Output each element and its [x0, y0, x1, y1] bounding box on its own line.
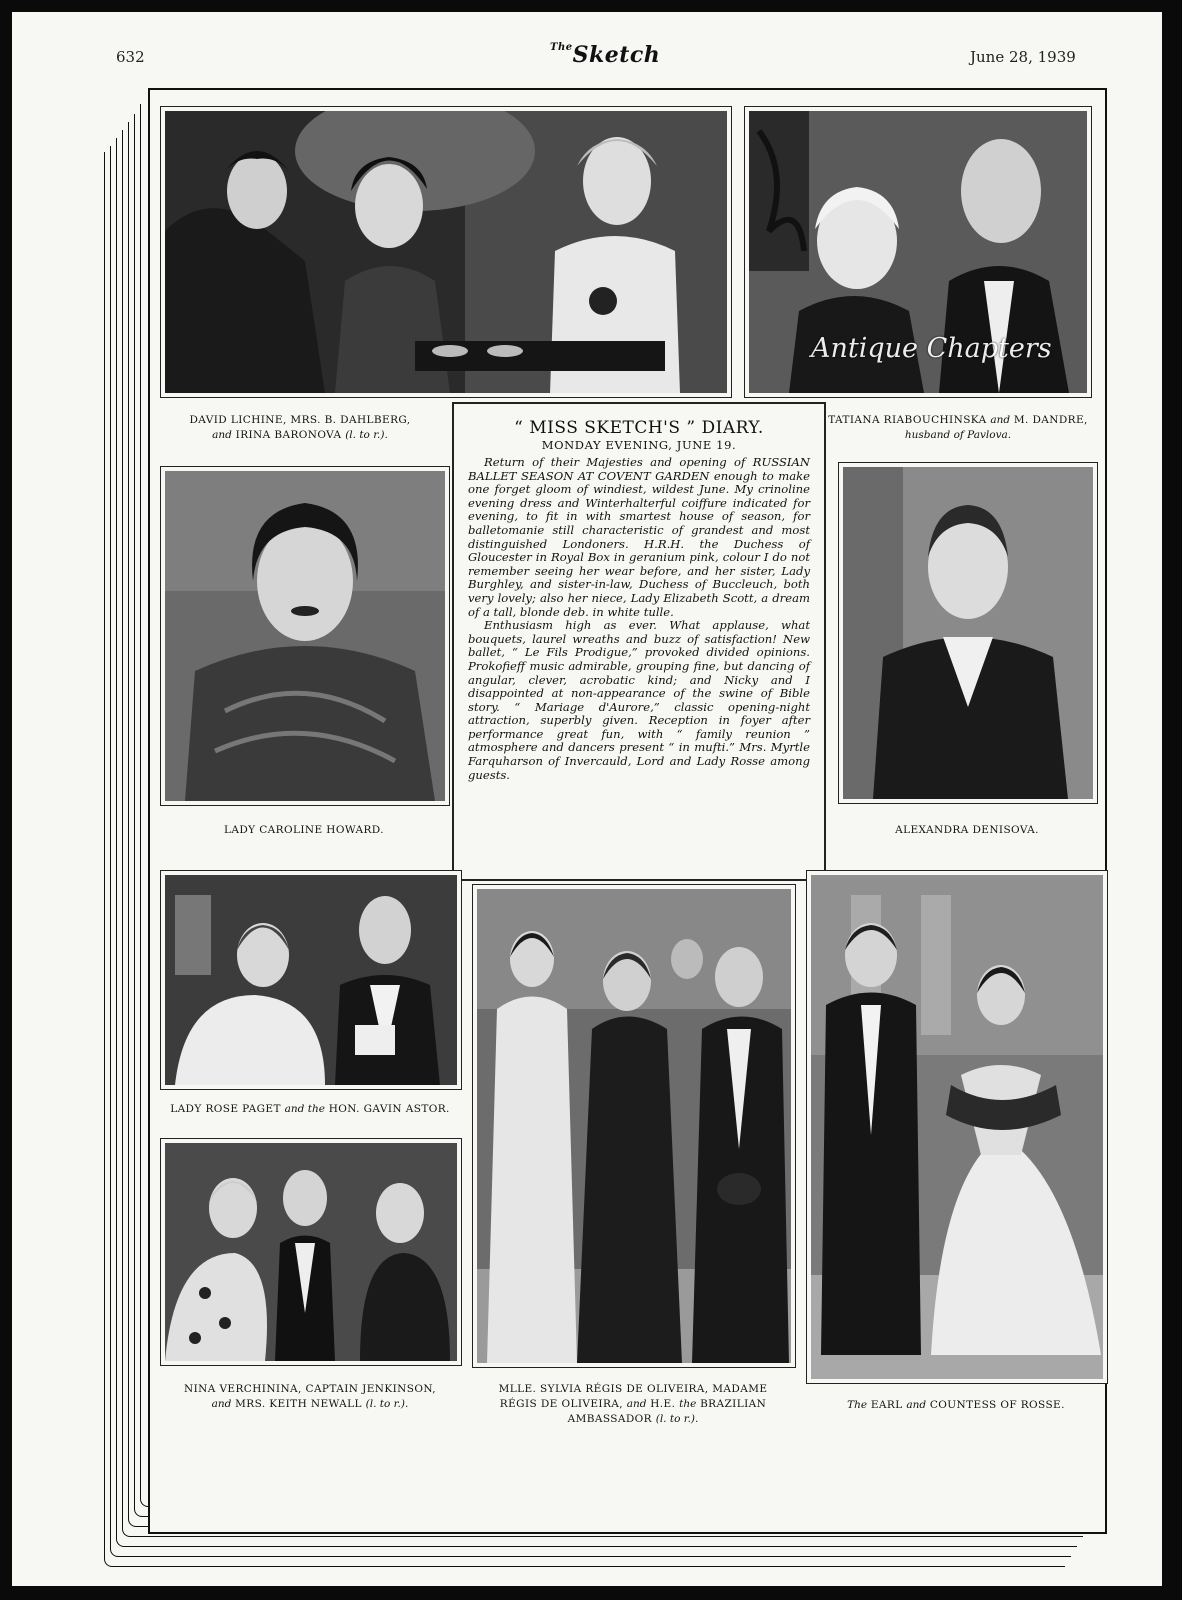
masthead-prefix: The	[550, 42, 573, 53]
caption-name: M. DANDRE,	[1013, 414, 1088, 426]
photo-image	[165, 111, 727, 393]
photo-image	[165, 471, 445, 801]
caption-left-middle: LADY CAROLINE HOWARD.	[224, 824, 384, 836]
photo-lady-caroline-howard	[165, 471, 445, 801]
caption-name: H.E.	[650, 1398, 676, 1410]
photo-image	[811, 875, 1103, 1379]
caption-conj: and the	[284, 1103, 325, 1115]
caption-note: husband of Pavlova.	[904, 429, 1012, 441]
caption-name: LADY ROSE PAGET	[170, 1103, 281, 1115]
caption-conj: and	[626, 1398, 647, 1410]
photo-lichine-dahlberg-baronova	[165, 111, 727, 393]
photo-image	[165, 1143, 457, 1361]
caption-conj: and	[906, 1399, 927, 1411]
photo-frame-verchinina	[160, 1138, 462, 1366]
photo-image	[477, 889, 791, 1363]
caption-bottom-left-lower	[160, 1382, 460, 1412]
caption-name: BRAZILIAN	[700, 1398, 767, 1410]
caption-names: NINA VERCHININA, CAPTAIN JENKINSON,	[184, 1383, 436, 1395]
diary-title: “ MISS SKETCH'S ” DIARY.	[514, 418, 764, 438]
diary-subtitle: MONDAY EVENING, JUNE 19.	[541, 438, 737, 452]
page-number: 632	[116, 48, 145, 66]
photo-verchinina-jenkinson-newall	[165, 1143, 457, 1361]
photo-image	[165, 875, 457, 1085]
caption-top-left	[160, 413, 440, 443]
caption-name: RÉGIS DE OLIVEIRA,	[499, 1398, 623, 1410]
caption-name: EARL	[870, 1399, 903, 1411]
photo-frame-lichine	[160, 106, 732, 398]
caption-bottom-left-upper	[160, 1102, 460, 1117]
diary-column	[452, 402, 826, 881]
issue-date: June 28, 1939	[970, 48, 1076, 66]
photo-earl-countess-rosse	[811, 875, 1103, 1379]
caption-pre: The	[847, 1399, 868, 1411]
caption-note: (l. to r.).	[655, 1413, 699, 1425]
caption-right-middle: ALEXANDRA DENISOVA.	[895, 824, 1039, 836]
caption-bottom-center	[472, 1382, 794, 1427]
diary-text-block	[468, 418, 810, 782]
photo-paget-astor	[165, 875, 457, 1085]
caption-note: (l. to r.).	[365, 1398, 409, 1410]
caption-names: DAVID LICHINE, MRS. B. DAHLBERG,	[189, 414, 411, 426]
photo-frame-paget	[160, 870, 462, 1090]
photo-image	[843, 467, 1093, 799]
caption-name: TATIANA RIABOUCHINSKA	[828, 414, 987, 426]
caption-conj: and	[212, 429, 232, 441]
photo-frame-riabouchinska	[744, 106, 1092, 398]
caption-conj: and	[990, 414, 1011, 426]
photo-frame-rosse	[806, 870, 1108, 1384]
diary-paragraph-2: Enthusiasm high as ever. What applause, what bouquets, laurel wreaths and buzz of satisfaction! New ballet, “ Le Fils Prodigue,” provoked divided opinions. Prokofieff music admirable, grouping fine, but dancing of angular, clever, acrobatic kind; and Nicky and I disappointed at non-appearance of the swine of Bible story. “ Mariage d'Aurore,” classic opening-night attraction, superbly given. Reception in foyer after performance great fun, with “ family reunion ” atmosphere and dancers present “ in mufti.” Mrs. Myrtle Farquharson of Invercauld, Lord and Lady Rosse among guests.	[468, 618, 810, 782]
caption-bottom-right	[806, 1398, 1106, 1413]
caption-name: COUNTESS OF ROSSE.	[929, 1399, 1065, 1411]
caption-name: AMBASSADOR	[567, 1413, 652, 1425]
watermark-text: Antique Chapters	[811, 333, 1052, 364]
masthead-logo	[550, 42, 660, 68]
caption-conj: the	[679, 1398, 697, 1410]
caption-names: MLLE. SYLVIA RÉGIS DE OLIVEIRA, MADAME	[498, 1383, 768, 1395]
caption-name: IRINA BARONOVA	[235, 429, 342, 441]
caption-name: HON. GAVIN ASTOR.	[328, 1103, 450, 1115]
photo-regis-de-oliveira-ambassador	[477, 889, 791, 1363]
photo-frame-howard	[160, 466, 450, 806]
caption-conj: and	[211, 1398, 232, 1410]
photo-frame-oliveira	[472, 884, 796, 1368]
photo-alexandra-denisova	[843, 467, 1093, 799]
photo-frame-denisova	[838, 462, 1098, 804]
caption-top-right	[818, 413, 1098, 443]
caption-name: MRS. KEITH NEWALL	[235, 1398, 362, 1410]
caption-note: (l. to r.).	[345, 429, 388, 441]
masthead-title: Sketch	[572, 42, 661, 68]
diary-paragraph-1: Return of their Majesties and opening of RUSSIAN BALLET SEASON AT COVENT GARDEN enough to make one forget gloom of windiest, wildest June. My crinoline evening dress and Winterhalterful coiffure indicated for evening, to fit in with smartest house of season, for balletomanie still characteristic of grandest and most distinguished Londoners. H.R.H. the Duchess of Gloucester in Royal Box in geranium pink, colour I do not remember seeing her wear before, and her sister, Lady Burghley, and sister-in-law, Duchess of Buccleuch, both very lovely; also her niece, Lady Elizabeth Scott, a dream of a tall, blonde deb. in white tulle.	[468, 455, 810, 619]
